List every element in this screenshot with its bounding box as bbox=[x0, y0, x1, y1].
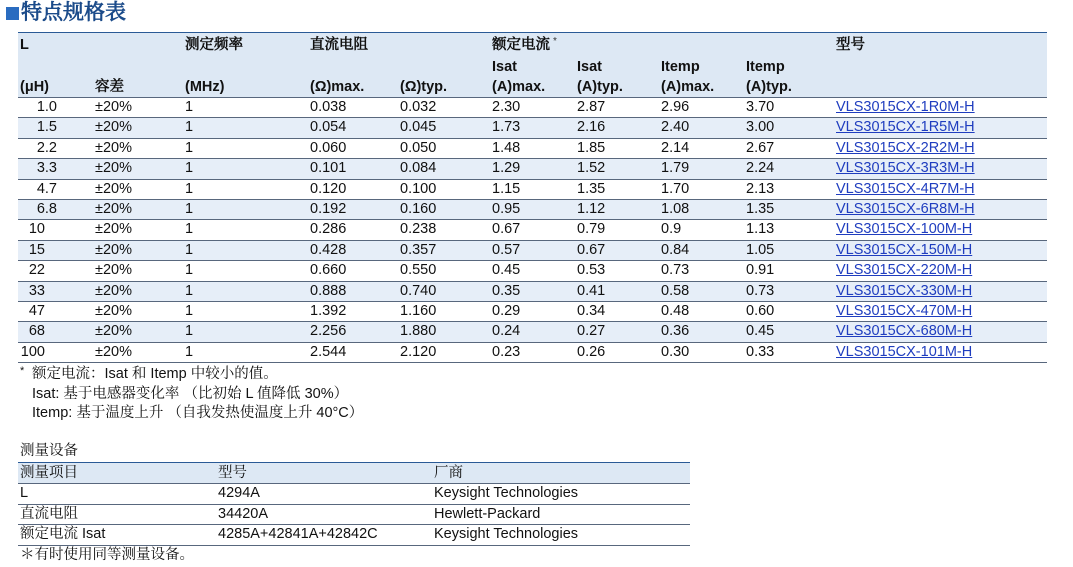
cell-itemp-max: 0.84 bbox=[661, 241, 690, 258]
cell-part-number bbox=[834, 282, 1047, 301]
cell-tolerance: ±20% bbox=[95, 282, 132, 299]
cell-dcr-max: 0.038 bbox=[310, 99, 347, 115]
cell-isat-max: 0.29 bbox=[492, 302, 521, 319]
equipment-cell-manufacturer: Keysight Technologies bbox=[434, 526, 579, 543]
cell-part-number bbox=[834, 241, 1047, 260]
cell-itemp-typ: 0.60 bbox=[746, 302, 775, 319]
footnote-itemp bbox=[20, 404, 363, 424]
cell-dcr-typ: 0.740 bbox=[400, 282, 437, 299]
equipment-header-item: 测量项目 bbox=[20, 465, 78, 481]
cell-inductance: 68 bbox=[28, 323, 45, 340]
cell-part-number bbox=[834, 139, 1047, 158]
cell-isat-max: 0.57 bbox=[492, 241, 521, 258]
cell-frequency: 1 bbox=[185, 180, 194, 197]
cell-itemp-typ: 1.35 bbox=[746, 200, 775, 217]
cell-dcr-typ: 1.880 bbox=[400, 323, 437, 340]
cell-dcr-max: 1.392 bbox=[310, 302, 347, 319]
cell-inductance: 10 bbox=[28, 221, 45, 238]
spec-row bbox=[18, 158, 1047, 178]
cell-inductance: 47 bbox=[28, 302, 45, 319]
cell-isat-max: 0.24 bbox=[492, 323, 521, 340]
cell-itemp-max: 0.73 bbox=[661, 262, 690, 279]
part-number-link[interactable]: VLS3015CX-1R0M-H bbox=[836, 99, 975, 115]
header-isat-max-unit: (A)max. bbox=[492, 79, 546, 95]
cell-part-number bbox=[834, 343, 1047, 362]
cell-frequency: 1 bbox=[185, 323, 194, 340]
part-number-link[interactable]: VLS3015CX-680M-H bbox=[836, 323, 973, 340]
cell-dcr-max: 0.888 bbox=[310, 282, 347, 299]
header-inductance: L bbox=[20, 37, 29, 53]
spec-header-row bbox=[18, 78, 1047, 97]
cell-frequency: 1 bbox=[185, 119, 194, 136]
spec-row bbox=[18, 199, 1047, 219]
cell-dcr-typ: 0.550 bbox=[400, 262, 437, 279]
cell-part-number bbox=[834, 220, 1047, 239]
spec-row bbox=[18, 138, 1047, 158]
cell-isat-typ: 1.35 bbox=[577, 180, 606, 197]
part-number-link[interactable]: VLS3015CX-3R3M-H bbox=[836, 160, 975, 177]
part-number-link[interactable]: VLS3015CX-2R2M-H bbox=[836, 139, 975, 156]
spec-row bbox=[18, 301, 1047, 321]
cell-part-number bbox=[834, 159, 1047, 178]
equipment-cell-model: 34420A bbox=[218, 505, 268, 522]
cell-itemp-typ: 0.33 bbox=[746, 343, 775, 360]
footnote-text: Itemp: 基于温度上升 （自我发热使温度上升 40°C） bbox=[32, 405, 364, 421]
cell-dcr-typ: 0.238 bbox=[400, 221, 437, 238]
cell-frequency: 1 bbox=[185, 302, 194, 319]
cell-isat-typ: 0.34 bbox=[577, 302, 606, 319]
cell-isat-max: 1.73 bbox=[492, 119, 521, 136]
cell-itemp-typ: 3.00 bbox=[746, 119, 775, 136]
cell-dcr-typ: 0.100 bbox=[400, 180, 437, 197]
header-dcr-typ-unit: (Ω)typ. bbox=[400, 79, 448, 95]
spec-row bbox=[18, 260, 1047, 280]
cell-dcr-typ: 0.045 bbox=[400, 119, 437, 136]
part-number-link[interactable]: VLS3015CX-150M-H bbox=[836, 241, 973, 258]
cell-tolerance: ±20% bbox=[95, 241, 132, 258]
cell-dcr-max: 0.428 bbox=[310, 241, 347, 258]
cell-itemp-max: 0.58 bbox=[661, 282, 690, 299]
part-number-link[interactable]: VLS3015CX-470M-H bbox=[836, 302, 973, 319]
cell-isat-typ: 1.52 bbox=[577, 160, 606, 177]
header-empty-cell bbox=[575, 33, 659, 57]
header-empty-cell bbox=[744, 33, 834, 57]
cell-itemp-typ: 1.13 bbox=[746, 221, 775, 238]
equipment-table-body bbox=[18, 483, 690, 546]
cell-inductance: 33 bbox=[28, 282, 45, 299]
cell-dcr-typ: 0.160 bbox=[400, 200, 437, 217]
cell-part-number bbox=[834, 200, 1047, 219]
header-empty-cell bbox=[834, 57, 1047, 78]
cell-tolerance: ±20% bbox=[95, 221, 132, 238]
cell-isat-typ: 0.79 bbox=[577, 221, 606, 238]
cell-isat-max: 2.30 bbox=[492, 99, 521, 115]
cell-itemp-max: 1.08 bbox=[661, 200, 690, 217]
cell-frequency: 1 bbox=[185, 221, 194, 238]
equipment-header-model: 型号 bbox=[218, 465, 247, 481]
header-isat-typ: Isat bbox=[577, 59, 602, 75]
equipment-row bbox=[18, 524, 690, 545]
header-tolerance: 容差 bbox=[95, 79, 124, 95]
spec-row bbox=[18, 342, 1047, 362]
cell-dcr-typ: 0.050 bbox=[400, 139, 437, 156]
header-empty-cell bbox=[93, 57, 183, 78]
cell-itemp-max: 2.40 bbox=[661, 119, 690, 136]
cell-isat-typ: 0.67 bbox=[577, 241, 606, 258]
spec-row bbox=[18, 179, 1047, 199]
equipment-cell-manufacturer: Keysight Technologies bbox=[434, 485, 579, 501]
footnote-isat bbox=[20, 385, 363, 405]
equipment-table-header bbox=[18, 462, 690, 483]
spec-table-header bbox=[18, 32, 1047, 97]
cell-part-number bbox=[834, 261, 1047, 280]
cell-tolerance: ±20% bbox=[95, 139, 132, 156]
cell-frequency: 1 bbox=[185, 262, 194, 279]
header-inductance-unit: (μH) bbox=[20, 79, 49, 95]
spec-row bbox=[18, 321, 1047, 341]
cell-tolerance: ±20% bbox=[95, 262, 132, 279]
cell-inductance: 6.8 bbox=[36, 200, 57, 217]
equipment-header-manufacturer: 厂商 bbox=[434, 465, 463, 481]
header-empty-cell bbox=[18, 57, 93, 78]
spec-row bbox=[18, 117, 1047, 137]
cell-itemp-max: 2.14 bbox=[661, 139, 690, 156]
cell-dcr-typ: 0.032 bbox=[400, 99, 437, 115]
equipment-footnote: ＊有时使用同等测量设备。 bbox=[20, 547, 194, 563]
spec-row bbox=[18, 281, 1047, 301]
header-itemp-max: Itemp bbox=[661, 59, 700, 75]
cell-itemp-max: 0.30 bbox=[661, 343, 690, 360]
header-itemp-max-unit: (A)max. bbox=[661, 79, 715, 95]
part-number-link[interactable]: VLS3015CX-220M-H bbox=[836, 262, 973, 279]
cell-dcr-max: 0.101 bbox=[310, 160, 347, 177]
header-empty-cell bbox=[398, 57, 490, 78]
cell-dcr-max: 0.120 bbox=[310, 180, 347, 197]
cell-isat-typ: 0.26 bbox=[577, 343, 606, 360]
cell-inductance: 22 bbox=[28, 262, 45, 279]
cell-isat-typ: 2.16 bbox=[577, 119, 606, 136]
header-frequency-unit: (MHz) bbox=[185, 79, 225, 95]
cell-frequency: 1 bbox=[185, 139, 194, 156]
header-part-number: 型号 bbox=[836, 37, 865, 53]
header-rated-current-label: 额定电流 bbox=[492, 37, 550, 53]
cell-itemp-max: 0.48 bbox=[661, 302, 690, 319]
header-rated-current bbox=[490, 33, 575, 57]
footnote-text: 额定电流：Isat 和 Itemp 中较小的值。 bbox=[32, 366, 278, 382]
cell-dcr-max: 0.192 bbox=[310, 200, 347, 217]
cell-tolerance: ±20% bbox=[95, 302, 132, 319]
cell-inductance: 4.7 bbox=[36, 180, 57, 197]
cell-tolerance: ±20% bbox=[95, 180, 132, 197]
footnote-mark: * bbox=[20, 365, 25, 377]
cell-isat-typ: 0.27 bbox=[577, 323, 606, 340]
equipment-cell-model: 4285A+42841A+42842C bbox=[218, 526, 378, 543]
cell-inductance: 3.3 bbox=[36, 160, 57, 177]
cell-dcr-max: 0.660 bbox=[310, 262, 347, 279]
page-title bbox=[6, 0, 126, 26]
equipment-cell-manufacturer: Hewlett-Packard bbox=[434, 505, 541, 522]
cell-itemp-typ: 0.45 bbox=[746, 323, 775, 340]
cell-dcr-max: 0.286 bbox=[310, 221, 347, 238]
cell-inductance: 15 bbox=[28, 241, 45, 258]
equipment-section-label: 测量设备 bbox=[20, 443, 78, 459]
part-number-link[interactable]: VLS3015CX-1R5M-H bbox=[836, 119, 975, 136]
header-dc-resistance: 直流电阻 bbox=[310, 37, 368, 53]
equipment-cell-item: 额定电流 Isat bbox=[20, 526, 106, 543]
equipment-cell-item: L bbox=[20, 485, 29, 501]
spec-footnotes bbox=[20, 365, 363, 424]
square-bullet-icon bbox=[6, 7, 19, 20]
spec-row bbox=[18, 219, 1047, 239]
cell-dcr-max: 0.054 bbox=[310, 119, 347, 136]
cell-tolerance: ±20% bbox=[95, 200, 132, 217]
header-empty-cell bbox=[308, 57, 398, 78]
equipment-table bbox=[18, 462, 690, 546]
cell-inductance: 100 bbox=[20, 343, 45, 360]
cell-isat-typ: 0.41 bbox=[577, 282, 606, 299]
footnote-text: Isat: 基于电感器变化率 （比初始 L 值降低 30%） bbox=[32, 385, 349, 402]
cell-frequency: 1 bbox=[185, 99, 194, 115]
header-dcr-max-unit: (Ω)max. bbox=[310, 79, 365, 95]
cell-tolerance: ±20% bbox=[95, 119, 132, 136]
cell-itemp-typ: 2.13 bbox=[746, 180, 775, 197]
cell-isat-max: 0.95 bbox=[492, 200, 521, 217]
cell-isat-typ: 0.53 bbox=[577, 262, 606, 279]
header-empty-cell bbox=[659, 33, 744, 57]
cell-frequency: 1 bbox=[185, 343, 194, 360]
cell-frequency: 1 bbox=[185, 241, 194, 258]
cell-itemp-max: 0.9 bbox=[661, 221, 682, 238]
header-frequency: 测定频率 bbox=[185, 37, 243, 53]
spec-header-row bbox=[18, 57, 1047, 78]
part-number-link[interactable]: VLS3015CX-330M-H bbox=[836, 282, 973, 299]
equipment-cell-item: 直流电阻 bbox=[20, 505, 78, 522]
header-itemp-typ: Itemp bbox=[746, 59, 785, 75]
cell-itemp-typ: 2.24 bbox=[746, 160, 775, 177]
cell-itemp-max: 0.36 bbox=[661, 323, 690, 340]
footnote-rated-current bbox=[20, 365, 363, 385]
cell-frequency: 1 bbox=[185, 282, 194, 299]
cell-inductance: 1.5 bbox=[36, 119, 57, 136]
cell-dcr-typ: 2.120 bbox=[400, 343, 437, 360]
cell-itemp-max: 1.70 bbox=[661, 180, 690, 197]
part-number-link[interactable]: VLS3015CX-101M-H bbox=[836, 343, 973, 360]
spec-row bbox=[18, 240, 1047, 260]
part-number-link[interactable]: VLS3015CX-4R7M-H bbox=[836, 180, 975, 197]
part-number-link[interactable]: VLS3015CX-6R8M-H bbox=[836, 200, 975, 217]
cell-frequency: 1 bbox=[185, 200, 194, 217]
cell-isat-max: 0.35 bbox=[492, 282, 521, 299]
header-itemp-typ-unit: (A)typ. bbox=[746, 79, 792, 95]
cell-dcr-max: 0.060 bbox=[310, 139, 347, 156]
cell-isat-typ: 2.87 bbox=[577, 99, 606, 115]
cell-isat-max: 0.67 bbox=[492, 221, 521, 238]
equipment-cell-model: 4294A bbox=[218, 485, 260, 501]
cell-itemp-max: 2.96 bbox=[661, 99, 690, 115]
header-isat-max: Isat bbox=[492, 59, 517, 75]
cell-tolerance: ±20% bbox=[95, 323, 132, 340]
page-title-text: 特点规格表 bbox=[21, 1, 126, 24]
cell-isat-typ: 1.85 bbox=[577, 139, 606, 156]
cell-itemp-typ: 3.70 bbox=[746, 99, 775, 115]
cell-itemp-typ: 0.73 bbox=[746, 282, 775, 299]
spec-table bbox=[18, 32, 1047, 363]
cell-dcr-typ: 0.084 bbox=[400, 160, 437, 177]
header-empty-cell bbox=[834, 78, 1047, 97]
cell-dcr-max: 2.544 bbox=[310, 343, 347, 360]
cell-isat-max: 1.48 bbox=[492, 139, 521, 156]
cell-part-number bbox=[834, 118, 1047, 137]
spec-table-body bbox=[18, 97, 1047, 363]
cell-isat-typ: 1.12 bbox=[577, 200, 606, 217]
header-empty-cell bbox=[93, 33, 183, 57]
cell-inductance: 2.2 bbox=[36, 139, 57, 156]
cell-part-number bbox=[834, 180, 1047, 199]
cell-tolerance: ±20% bbox=[95, 99, 132, 115]
cell-frequency: 1 bbox=[185, 160, 194, 177]
spec-header-row bbox=[18, 33, 1047, 57]
cell-itemp-typ: 2.67 bbox=[746, 139, 775, 156]
equipment-row bbox=[18, 504, 690, 525]
part-number-link[interactable]: VLS3015CX-100M-H bbox=[836, 221, 973, 238]
cell-isat-max: 0.45 bbox=[492, 262, 521, 279]
cell-part-number bbox=[834, 322, 1047, 341]
equipment-row bbox=[18, 483, 690, 504]
cell-isat-max: 1.15 bbox=[492, 180, 521, 197]
cell-itemp-max: 1.79 bbox=[661, 160, 690, 177]
cell-tolerance: ±20% bbox=[95, 343, 132, 360]
cell-part-number bbox=[834, 98, 1047, 117]
cell-dcr-max: 2.256 bbox=[310, 323, 347, 340]
cell-dcr-typ: 1.160 bbox=[400, 302, 437, 319]
cell-isat-max: 1.29 bbox=[492, 160, 521, 177]
header-empty-cell bbox=[183, 57, 308, 78]
header-isat-typ-unit: (A)typ. bbox=[577, 79, 623, 95]
spec-row bbox=[18, 97, 1047, 117]
cell-inductance: 1.0 bbox=[36, 99, 57, 115]
cell-tolerance: ±20% bbox=[95, 160, 132, 177]
cell-part-number bbox=[834, 302, 1047, 321]
cell-itemp-typ: 0.91 bbox=[746, 262, 775, 279]
header-empty-cell bbox=[398, 33, 490, 57]
cell-isat-max: 0.23 bbox=[492, 343, 521, 360]
header-rated-current-footnote-mark: * bbox=[553, 36, 557, 47]
cell-itemp-typ: 1.05 bbox=[746, 241, 775, 258]
cell-dcr-typ: 0.357 bbox=[400, 241, 437, 258]
